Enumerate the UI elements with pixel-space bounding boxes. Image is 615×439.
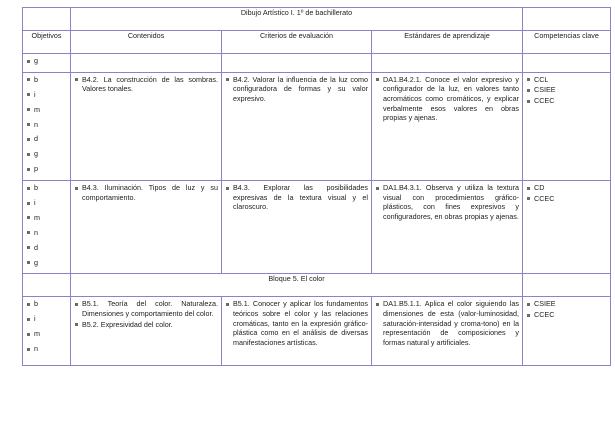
list-item: m xyxy=(26,329,67,343)
list-item: i xyxy=(26,314,67,328)
table-row xyxy=(23,297,611,366)
list-item: B4.3. Explorar las posibilidades expresivas de la textura visual y el claroscuro. xyxy=(225,183,368,212)
competencias-cell xyxy=(523,72,611,180)
empty-cell xyxy=(71,54,222,73)
list-item: CCL xyxy=(526,75,607,85)
list-item: i xyxy=(26,90,67,104)
header-row xyxy=(23,31,611,54)
list-item: B5.1. Conocer y aplicar los fundamentos teóricos sobre el color y las relaciones cromáticas, tanto en la expresión gráfico-plástica como en el análisis de diversas manifestaciones artísticas. xyxy=(225,299,368,347)
competencias-cell xyxy=(523,297,611,366)
objetivos-cell xyxy=(23,54,71,73)
contenidos-cell xyxy=(71,297,222,366)
bloque-blank-right xyxy=(523,274,611,297)
header-competencias: Competencias clave xyxy=(523,31,611,54)
header-contenidos: Contenidos xyxy=(71,31,222,54)
competencias-list xyxy=(523,297,610,321)
list-item: g xyxy=(26,149,67,163)
estandares-cell xyxy=(372,181,523,274)
title-row xyxy=(23,8,611,31)
bloque-row xyxy=(23,274,611,297)
list-item: CSIEE xyxy=(526,85,607,95)
list-item: p xyxy=(26,164,67,178)
criterios-list xyxy=(222,181,371,214)
bloque-title: Bloque 5. El color xyxy=(71,274,523,297)
empty-cell xyxy=(222,54,372,73)
list-item: g xyxy=(26,56,67,70)
empty-cell xyxy=(523,54,611,73)
table-row xyxy=(23,72,611,180)
list-item: d xyxy=(26,243,67,257)
title-blank-right xyxy=(523,8,611,31)
contenidos-cell xyxy=(71,72,222,180)
estandares-list xyxy=(372,297,522,349)
table-row xyxy=(23,54,611,73)
objetivos-list xyxy=(23,181,70,273)
objetivos-cell xyxy=(23,72,71,180)
list-item: B4.2. La construcción de las sombras. Valores tonales. xyxy=(74,75,218,94)
list-item: i xyxy=(26,198,67,212)
list-item: CSIEE xyxy=(526,299,607,309)
list-item: CCEC xyxy=(526,96,607,106)
list-item: B5.1. Teoría del color. Naturaleza. Dimensiones y comportamiento del color. xyxy=(74,299,218,318)
list-item: DA1.B5.1.1. Aplica el color siguiendo las dimensiones de esta (valor-luminosidad, saturación-intensidad y croma-tono) en la representación de composiciones y formas natural y artificiales. xyxy=(375,299,519,347)
list-item: n xyxy=(26,120,67,134)
list-item: CD xyxy=(526,183,607,193)
bloque-blank-left xyxy=(23,274,71,297)
list-item: DA1.B4.3.1. Observa y utiliza la textura visual con procedimientos gráfico-plásticos, con fines expresivos y configuradores, en obras propias y ajenas. xyxy=(375,183,519,221)
list-item: B4.3. Iluminación. Tipos de luz y su comportamiento. xyxy=(74,183,218,202)
objetivos-cell xyxy=(23,297,71,366)
objetivos-list xyxy=(23,297,70,360)
header-objetivos: Objetivos xyxy=(23,31,71,54)
estandares-list xyxy=(372,181,522,223)
contenidos-list xyxy=(71,73,221,96)
title-blank-left xyxy=(23,8,71,31)
header-estandares: Estándares de aprendizaje xyxy=(372,31,523,54)
list-item: B5.2. Expresividad del color. xyxy=(74,320,218,330)
objetivos-list xyxy=(23,73,70,180)
criterios-list xyxy=(222,297,371,349)
list-item: CCEC xyxy=(526,194,607,204)
list-item: n xyxy=(26,344,67,358)
competencias-list xyxy=(523,73,610,108)
criterios-cell xyxy=(222,181,372,274)
list-item: g xyxy=(26,258,67,272)
list-item: B4.2. Valorar la influencia de la luz como configuradora de formas y su valor expresivo. xyxy=(225,75,368,104)
list-item: b xyxy=(26,299,67,313)
estandares-cell xyxy=(372,72,523,180)
criterios-cell xyxy=(222,297,372,366)
objetivos-list xyxy=(23,54,70,72)
criterios-list xyxy=(222,73,371,106)
curriculum-table xyxy=(22,7,611,366)
list-item: b xyxy=(26,183,67,197)
objetivos-cell xyxy=(23,181,71,274)
estandares-list xyxy=(372,73,522,125)
header-criterios: Criterios de evaluación xyxy=(222,31,372,54)
competencias-list xyxy=(523,181,610,205)
competencias-cell xyxy=(523,181,611,274)
list-item: d xyxy=(26,134,67,148)
list-item: m xyxy=(26,105,67,119)
list-item: CCEC xyxy=(526,310,607,320)
list-item: n xyxy=(26,228,67,242)
contenidos-cell xyxy=(71,181,222,274)
contenidos-list xyxy=(71,297,221,331)
list-item: b xyxy=(26,75,67,89)
empty-cell xyxy=(372,54,523,73)
estandares-cell xyxy=(372,297,523,366)
list-item: DA1.B4.2.1. Conoce el valor expresivo y configurador de la luz, en valores tanto acromáticos como cromáticos, y explicar verbalmente esos valores en obras propias y ajenas. xyxy=(375,75,519,123)
criterios-cell xyxy=(222,72,372,180)
table-title: Dibujo Artístico I. 1º de bachillerato xyxy=(71,8,523,31)
list-item: m xyxy=(26,213,67,227)
table-row xyxy=(23,181,611,274)
contenidos-list xyxy=(71,181,221,204)
